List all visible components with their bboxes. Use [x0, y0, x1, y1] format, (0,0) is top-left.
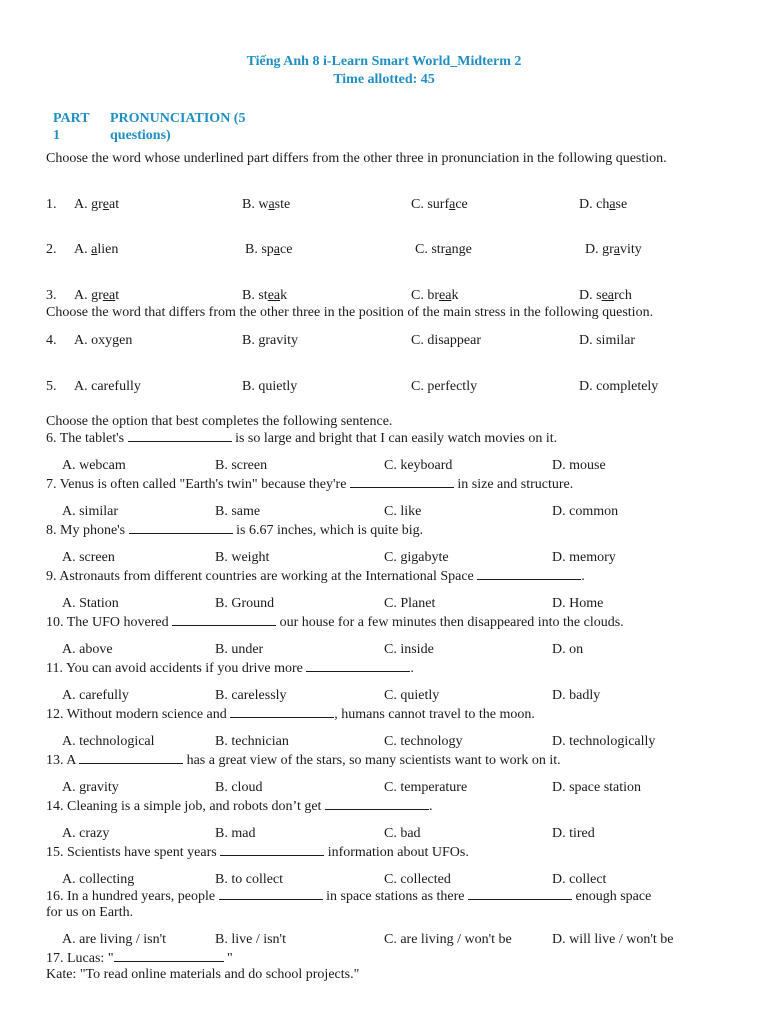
- answer-blank: [129, 521, 233, 534]
- stem-text: enough space: [572, 889, 652, 904]
- option-c: C. keyboard: [384, 458, 453, 473]
- option-text: nge: [451, 242, 472, 257]
- stem-text: is 6.67 inches, which is quite big.: [232, 523, 424, 538]
- option-text: B. w: [242, 197, 269, 212]
- option-c: C. are living / won't be: [384, 932, 512, 947]
- option-d: [585, 242, 642, 258]
- stem-text: 16. In a hundred years, people: [46, 889, 219, 904]
- option-d: D. memory: [552, 550, 616, 565]
- dialogue-response: Kate: "To read online materials and do school projects.": [46, 967, 360, 982]
- option-text: se: [615, 197, 628, 212]
- option-text: A.: [74, 242, 92, 257]
- question-stem: [46, 843, 469, 861]
- underlined-part: a: [613, 242, 620, 257]
- question-number: 1.: [46, 197, 57, 212]
- stem-text: 12. Without modern science and: [46, 707, 231, 722]
- option-text: k: [280, 288, 288, 303]
- option-a: A. oxygen: [74, 333, 133, 348]
- option-a: A. similar: [62, 504, 118, 519]
- option-b: B. to collect: [215, 872, 284, 887]
- option-c: [415, 242, 472, 258]
- stem-text: .: [410, 661, 414, 676]
- option-a: A. gravity: [62, 780, 119, 795]
- exam-title: Tiếng Anh 8 i-Learn Smart World_Midterm 2: [246, 54, 522, 69]
- underlined-part: a: [91, 242, 98, 257]
- underlined-part: e: [102, 197, 109, 212]
- option-a: A. carefully: [74, 379, 141, 394]
- option-text: D. ch: [579, 197, 610, 212]
- option-d: D. technologically: [552, 734, 656, 749]
- stem-text: in size and structure.: [453, 477, 574, 492]
- underlined-part: a: [273, 242, 281, 257]
- option-c: C. perfectly: [411, 379, 478, 394]
- part-label: PART: [53, 111, 90, 126]
- stress-instruction: Choose the word that differs from the other three in the position of the main stress in the following question.: [46, 305, 654, 320]
- option-b: B. same: [215, 504, 261, 519]
- underlined-part: a: [449, 197, 456, 212]
- option-c: C. like: [384, 504, 422, 519]
- option-c: C. quietly: [384, 688, 440, 703]
- answer-blank: [468, 887, 572, 900]
- stem-text: 14. Cleaning is a simple job, and robots don’t get: [46, 799, 325, 814]
- option-text: vity: [620, 242, 642, 257]
- question-stem: [46, 475, 573, 493]
- answer-blank: [172, 613, 276, 626]
- option-a: A. technological: [62, 734, 155, 749]
- answer-blank: [477, 567, 581, 580]
- option-c: C. technology: [384, 734, 463, 749]
- answer-blank: [114, 949, 224, 962]
- question-stem: [46, 887, 651, 905]
- option-text: B. st: [242, 288, 268, 303]
- option-d: D. on: [552, 642, 584, 657]
- question-stem: [46, 613, 624, 631]
- option-c: C. temperature: [384, 780, 468, 795]
- answer-blank: [219, 887, 323, 900]
- option-c: [411, 288, 458, 304]
- option-a: [74, 197, 119, 213]
- option-a: [74, 288, 119, 304]
- option-b: B. weight: [215, 550, 270, 565]
- stem-text: 7. Venus is often called "Earth's twin" because they're: [46, 477, 350, 492]
- option-a: A. are living / isn't: [62, 932, 167, 947]
- question-stem: [46, 521, 423, 539]
- underlined-part: a: [445, 242, 452, 257]
- part-number: [53, 110, 98, 144]
- option-c: C. gigabyte: [384, 550, 449, 565]
- option-a: A. Station: [62, 596, 119, 611]
- option-d: D. collect: [552, 872, 607, 887]
- option-text: C. surf: [411, 197, 450, 212]
- option-text: B. sp: [245, 242, 274, 257]
- option-d: D. space station: [552, 780, 642, 795]
- stem-text: 17. Lucas: ": [46, 951, 114, 966]
- option-d: D. badly: [552, 688, 601, 703]
- question-number: 4.: [46, 333, 57, 348]
- option-text: at: [109, 197, 120, 212]
- option-a: A. collecting: [62, 872, 135, 887]
- option-text: D. s: [579, 288, 602, 303]
- option-d: D. will live / won't be: [552, 932, 674, 947]
- option-text: C. br: [411, 288, 439, 303]
- option-text: A. gr: [74, 288, 103, 303]
- option-b: B. mad: [215, 826, 256, 841]
- option-c: C. bad: [384, 826, 421, 841]
- question-stem: [46, 751, 561, 769]
- underlined-part: ea: [601, 288, 614, 303]
- option-a: A. screen: [62, 550, 115, 565]
- part-digit: 1: [53, 128, 60, 143]
- question-stem: [46, 567, 585, 585]
- option-d: [579, 197, 627, 213]
- option-c: C. collected: [384, 872, 451, 887]
- option-text: k: [451, 288, 459, 303]
- stem-text: 10. The UFO hovered: [46, 615, 173, 630]
- option-c: C. disappear: [411, 333, 481, 348]
- answer-blank: [79, 751, 183, 764]
- option-d: D. completely: [579, 379, 659, 394]
- stem-text: 15. Scientists have spent years: [46, 845, 221, 860]
- option-c: C. inside: [384, 642, 434, 657]
- question-stem: [46, 429, 557, 447]
- stem-text: 13. A: [46, 753, 80, 768]
- stem-text: ": [223, 951, 233, 966]
- underlined-part: ea: [102, 288, 116, 303]
- option-text: ce: [455, 197, 468, 212]
- stem-text: 8. My phone's: [46, 523, 129, 538]
- option-a: [74, 242, 118, 258]
- option-d: [579, 288, 632, 304]
- stem-text: in space stations as there: [322, 889, 469, 904]
- stem-text: 6. The tablet's: [46, 431, 128, 446]
- question-stem: [46, 949, 233, 967]
- option-b: B. under: [215, 642, 264, 657]
- option-b: B. gravity: [242, 333, 298, 348]
- stem-text: is so large and bright that I can easily watch movies on it.: [231, 431, 558, 446]
- question-stem-cont: for us on Earth.: [46, 905, 134, 920]
- option-b: [245, 242, 292, 258]
- option-text: D. gr: [585, 242, 614, 257]
- time-allotted: Time allotted: 45: [333, 72, 435, 87]
- pronunciation-instruction: Choose the word whose underlined part differs from the other three in pronunciation in the following question.: [46, 151, 667, 166]
- option-text: A. gr: [74, 197, 103, 212]
- option-a: A. crazy: [62, 826, 110, 841]
- option-d: D. common: [552, 504, 619, 519]
- option-c: C. Planet: [384, 596, 436, 611]
- stem-text: .: [581, 569, 585, 584]
- answer-blank: [230, 705, 334, 718]
- underlined-part: ea: [267, 288, 281, 303]
- option-b: B. technician: [215, 734, 289, 749]
- question-stem: [46, 705, 535, 723]
- option-b: B. Ground: [215, 596, 275, 611]
- underlined-part: ea: [439, 288, 452, 303]
- option-b: [242, 197, 290, 213]
- option-text: C. str: [415, 242, 446, 257]
- stem-text: 11. You can avoid accidents if you drive more: [46, 661, 307, 676]
- question-stem: [46, 659, 414, 677]
- option-text: rch: [614, 288, 632, 303]
- option-a: A. carefully: [62, 688, 129, 703]
- underlined-part: a: [609, 197, 616, 212]
- option-b: B. live / isn't: [215, 932, 286, 947]
- question-number: 5.: [46, 379, 57, 394]
- answer-blank: [128, 429, 232, 442]
- question-number: 3.: [46, 288, 57, 303]
- stem-text: our house for a few minutes then disappeared into the clouds.: [276, 615, 624, 630]
- stem-text: information about UFOs.: [324, 845, 469, 860]
- sentence-instruction: Choose the option that best completes the following sentence.: [46, 414, 393, 429]
- option-d: D. Home: [552, 596, 604, 611]
- question-number: 2.: [46, 242, 57, 257]
- part-title-line2: questions): [110, 128, 171, 143]
- option-b: B. screen: [215, 458, 268, 473]
- option-c: [411, 197, 468, 213]
- option-b: B. quietly: [242, 379, 298, 394]
- option-b: B. cloud: [215, 780, 263, 795]
- option-text: ste: [274, 197, 291, 212]
- option-d: D. tired: [552, 826, 595, 841]
- part-title: [110, 110, 280, 144]
- underlined-part: a: [268, 197, 275, 212]
- option-text: ce: [280, 242, 293, 257]
- option-a: A. webcam: [62, 458, 126, 473]
- answer-blank: [325, 797, 429, 810]
- option-d: D. similar: [579, 333, 635, 348]
- stem-text: , humans cannot travel to the moon.: [334, 707, 535, 722]
- option-text: t: [115, 288, 120, 303]
- option-b: B. carelessly: [215, 688, 287, 703]
- option-text: lien: [97, 242, 119, 257]
- question-stem: [46, 797, 432, 815]
- stem-text: has a great view of the stars, so many scientists want to work on it.: [183, 753, 561, 768]
- stem-text: .: [428, 799, 433, 814]
- answer-blank: [350, 475, 454, 488]
- answer-blank: [306, 659, 410, 672]
- option-d: D. mouse: [552, 458, 606, 473]
- option-a: A. above: [62, 642, 113, 657]
- stem-text: 9. Astronauts from different countries are working at the International Space: [46, 569, 478, 584]
- part-title-line1: PRONUNCIATION (5: [110, 111, 246, 126]
- option-b: [242, 288, 287, 304]
- answer-blank: [220, 843, 324, 856]
